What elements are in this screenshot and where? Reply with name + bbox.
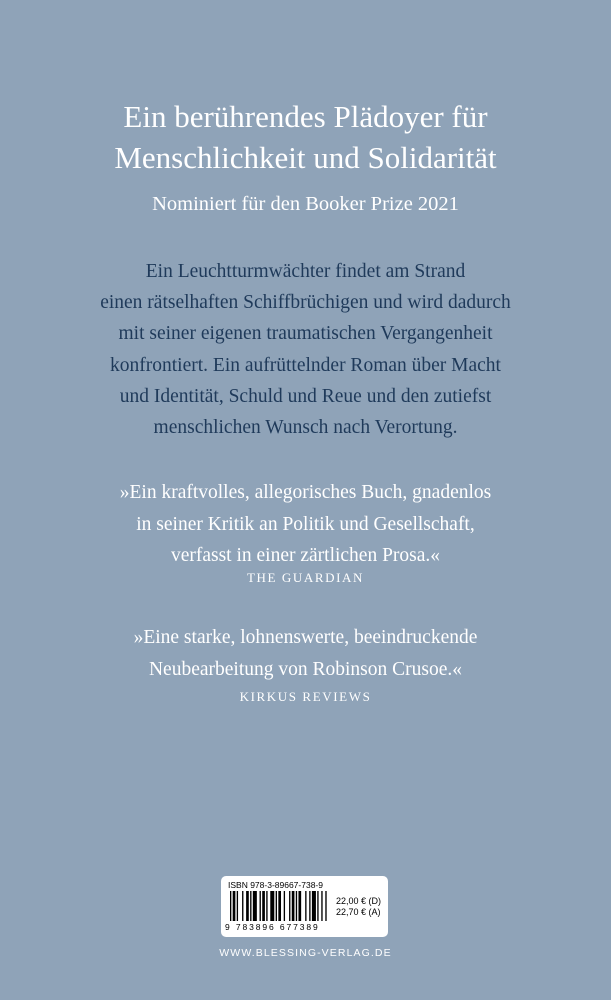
- quote-line: »Ein kraftvolles, allegorisches Buch, gnadenlos: [119, 482, 492, 503]
- book-blurb: [0, 256, 611, 443]
- price-austria: 22,70 € (A): [336, 907, 381, 917]
- blurb-line: menschlichen Wunsch nach Verortung.: [153, 417, 458, 439]
- isbn-number: ISBN 978-3-89667-738-9: [228, 880, 323, 890]
- quote-line: »Eine starke, lohnenswerte, beeindruckende: [133, 627, 478, 648]
- quote-line: verfasst in einer zärtlichen Prosa.«: [170, 545, 441, 566]
- quote-source-kirkus: KIRKUS REVIEWS: [239, 689, 372, 704]
- barcode-sticker: [221, 876, 388, 937]
- headline: [0, 96, 611, 178]
- blurb-line: Ein Leuchtturmwächter findet am Strand: [145, 261, 466, 282]
- review-quote-kirkus: [0, 622, 611, 685]
- blurb-line: und Identität, Schuld und Reue und den zutiefst: [119, 385, 492, 407]
- blurb-line: konfrontiert. Ein aufrüttelnder Roman über Macht: [110, 354, 501, 376]
- review-quote-guardian: [0, 477, 611, 572]
- price-germany: 22,00 € (D): [336, 896, 382, 906]
- blurb-line: mit seiner eigenen traumatischen Vergangenheit: [118, 323, 493, 345]
- barcode-digits: 9 783896 677389: [225, 922, 320, 932]
- quote-source-guardian: THE GUARDIAN: [246, 570, 365, 585]
- headline-line: Ein berührendes Plädoyer für: [123, 99, 488, 134]
- blurb-line: einen rätselhaften Schiffbrüchigen und wird dadurch: [100, 292, 511, 314]
- headline-line: Menschlichkeit und Solidarität: [114, 140, 497, 175]
- barcode-image: [230, 891, 328, 921]
- quote-line: in seiner Kritik an Politik und Gesellschaft,: [136, 513, 475, 535]
- publisher-website: WWW.BLESSING-VERLAG.DE: [219, 947, 392, 959]
- award-nomination: Nominiert für den Booker Prize 2021: [152, 193, 459, 215]
- quote-line: Neubearbeitung von Robinson Crusoe.«: [148, 658, 463, 680]
